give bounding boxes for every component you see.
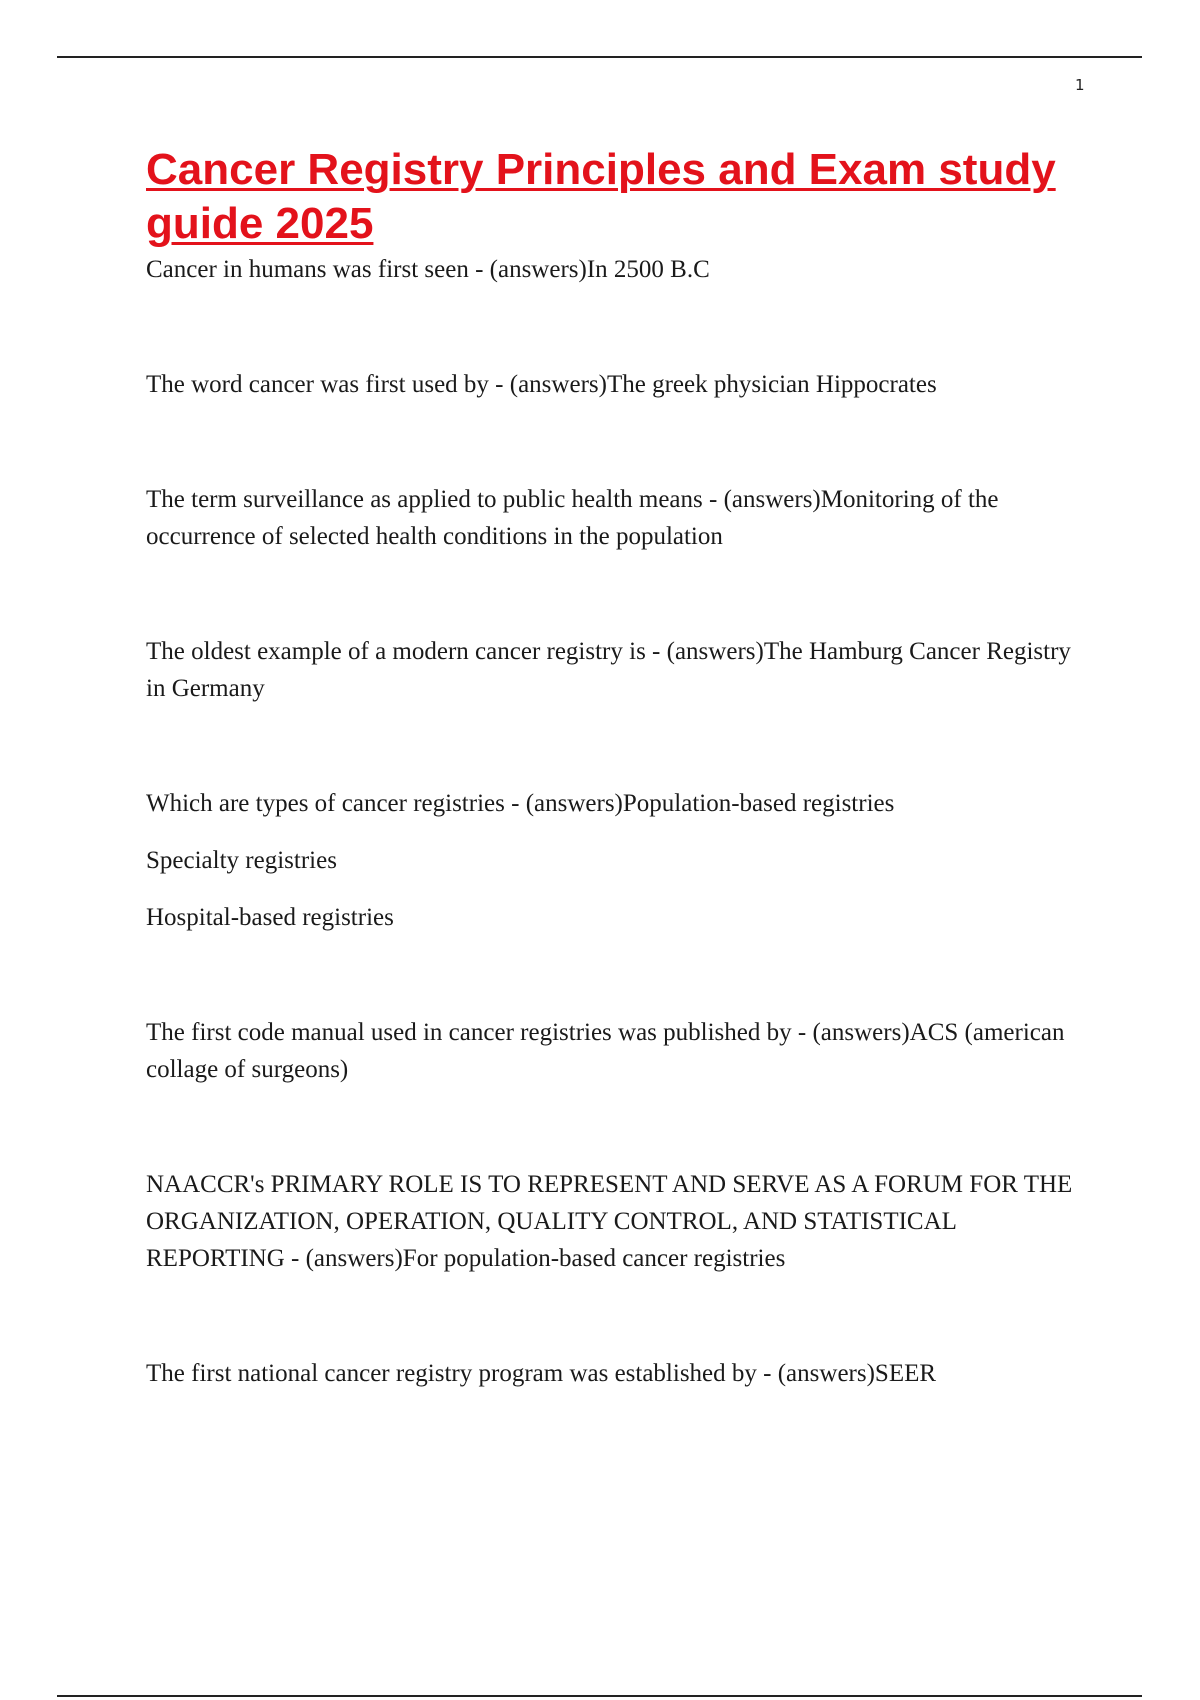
qa-item bbox=[146, 1166, 1086, 1277]
qa-item bbox=[146, 366, 1086, 403]
question-text: Which are types of cancer registries - bbox=[146, 790, 526, 817]
question-text: The first national cancer registry program was established by - bbox=[146, 1360, 778, 1387]
answer-extra-line: Specialty registries bbox=[146, 847, 337, 874]
qa-list bbox=[146, 251, 1086, 1392]
qa-item bbox=[146, 251, 1086, 288]
answer-text: (answers)For population-based cancer registries bbox=[305, 1245, 786, 1272]
top-rule bbox=[57, 56, 1142, 58]
qa-text bbox=[146, 1166, 1086, 1277]
answer-text: (answers)SEER bbox=[777, 1360, 937, 1387]
page-number: 1 bbox=[1075, 76, 1085, 94]
document-body bbox=[146, 143, 1086, 1392]
answer-text: (answers)ACS (american collage of surgeons) bbox=[146, 1019, 1065, 1083]
question-text: NAACCR's PRIMARY ROLE IS TO REPRESENT AND SERVE AS A FORUM FOR THE ORGANIZATION, OPERATION, QUALITY CONTROL, AND STATISTICAL REPORTING - bbox=[146, 1171, 1073, 1272]
question-text: The first code manual used in cancer registries was published by - bbox=[146, 1019, 813, 1046]
answer-extra-line: Hospital-based registries bbox=[146, 904, 394, 931]
answer-text: (answers)The greek physician Hippocrates bbox=[509, 371, 937, 398]
qa-item bbox=[146, 481, 1086, 555]
qa-item bbox=[146, 785, 1086, 936]
qa-text bbox=[146, 785, 1086, 822]
qa-text bbox=[146, 1014, 1086, 1088]
question-text: The term surveillance as applied to public health means - bbox=[146, 486, 724, 513]
qa-text bbox=[146, 1355, 1086, 1392]
qa-item bbox=[146, 1014, 1086, 1088]
answer-text: (answers)Monitoring of the occurrence of selected health conditions in the population bbox=[146, 486, 999, 550]
question-text: The oldest example of a modern cancer registry is - bbox=[146, 638, 667, 665]
answer-text: (answers)The Hamburg Cancer Registry in Germany bbox=[146, 638, 1071, 702]
document-title: Cancer Registry Principles and Exam study guide 2025 bbox=[146, 145, 1056, 248]
bottom-rule bbox=[57, 1695, 1142, 1697]
answer-text: (answers)In 2500 B.C bbox=[489, 256, 710, 283]
qa-text bbox=[146, 366, 1086, 403]
question-text: The word cancer was first used by - bbox=[146, 371, 510, 398]
answer-text: (answers)Population-based registries bbox=[525, 790, 895, 817]
qa-text bbox=[146, 251, 1086, 288]
qa-item bbox=[146, 1355, 1086, 1392]
qa-item bbox=[146, 633, 1086, 707]
qa-text bbox=[146, 633, 1086, 707]
qa-text bbox=[146, 481, 1086, 555]
question-text: Cancer in humans was first seen - bbox=[146, 256, 490, 283]
